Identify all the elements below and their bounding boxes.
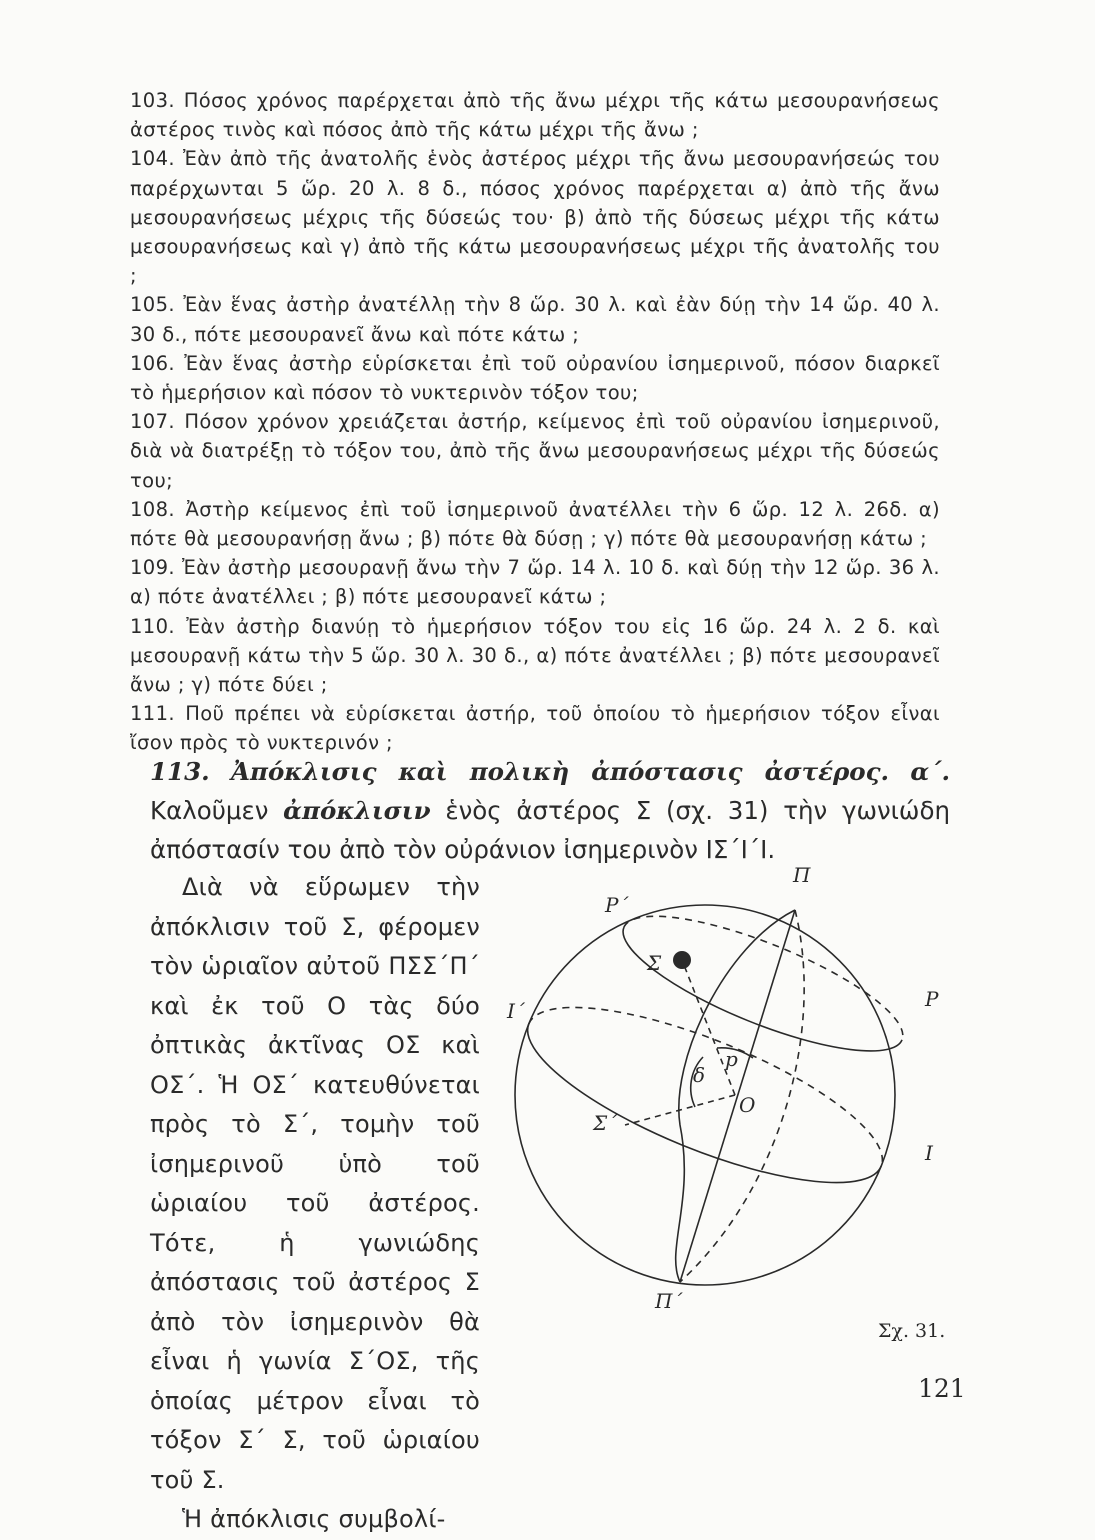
section-title: Ἀπόκλισις καὶ πολικὴ ἀπόστασις ἀστέρος. (231, 757, 890, 786)
label-P-top: Π (793, 863, 811, 887)
section-113 (150, 752, 950, 869)
section-number: 113. (150, 757, 210, 786)
text-column (150, 868, 480, 1540)
section-term: ἀπόκλισιν (283, 796, 431, 825)
exercise-110: 110. Ἐὰν ἀστὴρ διανύῃ τὸ ἡμερήσιον τόξον του εἰς 16 ὥρ. 24 λ. 2 δ. καὶ μεσουρανῇ κάτω τὴν 5 ὥρ. 30 λ. 30 δ., α) πότε ἀνατέλλει ; β) πότε μεσουρανεῖ ἄνω ; γ) πότε δύει ; (130, 614, 940, 697)
page-number: 121 (918, 1374, 966, 1403)
section-part: α΄. (910, 757, 951, 786)
label-rho: Ρ (925, 987, 939, 1011)
section-intro-pre: Καλοῦμεν (150, 796, 269, 825)
label-o: Ο (739, 1093, 756, 1117)
exercise-107: 107. Πόσον χρόνον χρειάζεται ἀστήρ, κείμενος ἐπὶ τοῦ οὐρανίου ἰσημερινοῦ, διὰ νὰ διατρέξῃ τὸ τόξον του, ἀπὸ τῆς ἄνω μεσουρανήσεως μέχρι τῆς δύσεώς του; (130, 410, 940, 492)
label-delta: δ (693, 1063, 706, 1087)
label-sigma-prime: Σ΄ (593, 1111, 618, 1135)
exercises-block (80, 86, 940, 758)
exercise-106: 106. Ἐὰν ἕνας ἀστὴρ εὑρίσκεται ἐπὶ τοῦ οὐρανίου ἰσημερινοῦ, πόσον διαρκεῖ τὸ ἡμερήσιον καὶ πόσον τὸ νυκτερινὸν τόξον του; (130, 351, 940, 405)
label-p: p (725, 1047, 738, 1071)
column-paragraph-continued: Ἡ ἀπόκλισις συμβολί- (182, 1505, 446, 1533)
exercise-111: 111. Ποῦ πρέπει νὰ εὑρίσκεται ἀστήρ, τοῦ ὁποίου τὸ ἡμερήσιον τόξον εἶναι ἴσον πρὸς τὸ νυκτερινόν ; (130, 702, 940, 755)
exercise-104: 104. Ἐὰν ἀπὸ τῆς ἀνατολῆς ἑνὸς ἀστέρος μέχρι τῆς ἄνω μεσουρανήσεώς του παρέρχωνται 5 ὥρ. 20 λ. 8 δ., πόσος χρόνος παρέρχεται α) ἀπὸ τῆς ἄνω μεσουρανήσεως μέχρις τῆς δύσεώς του· β) ἀπὸ τῆς δύσεως μέχρι τῆς κάτω μεσουρανήσεως καὶ γ) ἀπὸ τῆς κάτω μεσουρανήσεως μέχρι τῆς ἀνατολῆς του ; (130, 147, 940, 288)
ray-O-sigma (682, 960, 735, 1095)
section-intro-post: ἑνὸς ἀστέρος Σ (σχ. 31) τὴν γωνιώδη ἀπόστασίν του ἀπὸ τὸν οὐράνιον ἰσημερινὸν ΙΣ΄Ι΄Ι. (150, 796, 950, 864)
parallel-circle (609, 890, 917, 1077)
column-paragraph: Διὰ νὰ εὕρωμεν τὴν ἀπόκλισιν τοῦ Σ, φέρομεν τὸν ὡριαῖον αὐτοῦ ΠΣΣ΄Π΄ καὶ ἐκ τοῦ Ο τὰς δύο ὀπτικὰς ἀκτῖνας ΟΣ καὶ ΟΣ΄. Ἡ ΟΣ΄ κατευθύνεται πρὸς τὸ Σ΄, τομὴν τοῦ ἰσημερινοῦ ὑπὸ τοῦ ὡριαίου τοῦ ἀστέρος. Τότε, ἡ γωνιώδης ἀπόστασις τοῦ ἀστέρος Σ ἀπὸ τὸν ἰσημερινὸν θὰ εἶναι ἡ γωνία Σ΄ΟΣ, τῆς ὁποίας μέτρον εἶναι τὸ τόξον Σ΄ Σ, τοῦ ὡριαίου τοῦ Σ. (150, 873, 480, 1494)
section-intro (150, 752, 950, 869)
polar-axis (680, 910, 795, 1282)
celestial-sphere-figure (495, 860, 975, 1320)
label-sigma: Σ (647, 951, 662, 975)
exercise-109: 109. Ἐὰν ἀστὴρ μεσουρανῇ ἄνω τὴν 7 ὥρ. 14 λ. 10 δ. καὶ δύῃ τὴν 12 ὥρ. 36 λ. α) πότε ἀνατέλλει ; β) πότε μεσουρανεῖ κάτω ; (130, 556, 940, 609)
label-P-bottom: Π΄ (655, 1289, 683, 1313)
exercise-105: 105. Ἐὰν ἕνας ἀστὴρ ἀνατέλλῃ τὴν 8 ὥρ. 30 λ. καὶ ἐὰν δύῃ τὴν 14 ὥρ. 40 λ. 30 δ., πότε μεσουρανεῖ ἄνω καὶ πότε κάτω ; (130, 293, 940, 346)
exercise-108: 108. Ἀστὴρ κείμενος ἐπὶ τοῦ ἰσημερινοῦ ἀνατέλλει τὴν 6 ὥρ. 12 λ. 26δ. α) πότε θὰ μεσουρανήσῃ ἄνω ; β) πότε θὰ δύσῃ ; γ) πότε θὰ μεσουρανήσῃ κάτω ; (130, 497, 940, 551)
sphere-outline (515, 905, 895, 1285)
figure-caption: Σχ. 31. (878, 1320, 946, 1342)
exercise-103: 103. Πόσος χρόνος παρέρχεται ἀπὸ τῆς ἄνω μέχρι τῆς κάτω μεσουρανήσεως ἀστέρος τινὸς καὶ πόσος ἀπὸ τῆς κάτω μέχρι τῆς ἄνω ; (130, 89, 940, 142)
label-rho-prime: Ρ΄ (605, 893, 629, 917)
star-sigma (673, 951, 691, 969)
label-iota: Ι (925, 1141, 933, 1165)
label-iota-prime: Ι΄ (507, 999, 525, 1023)
